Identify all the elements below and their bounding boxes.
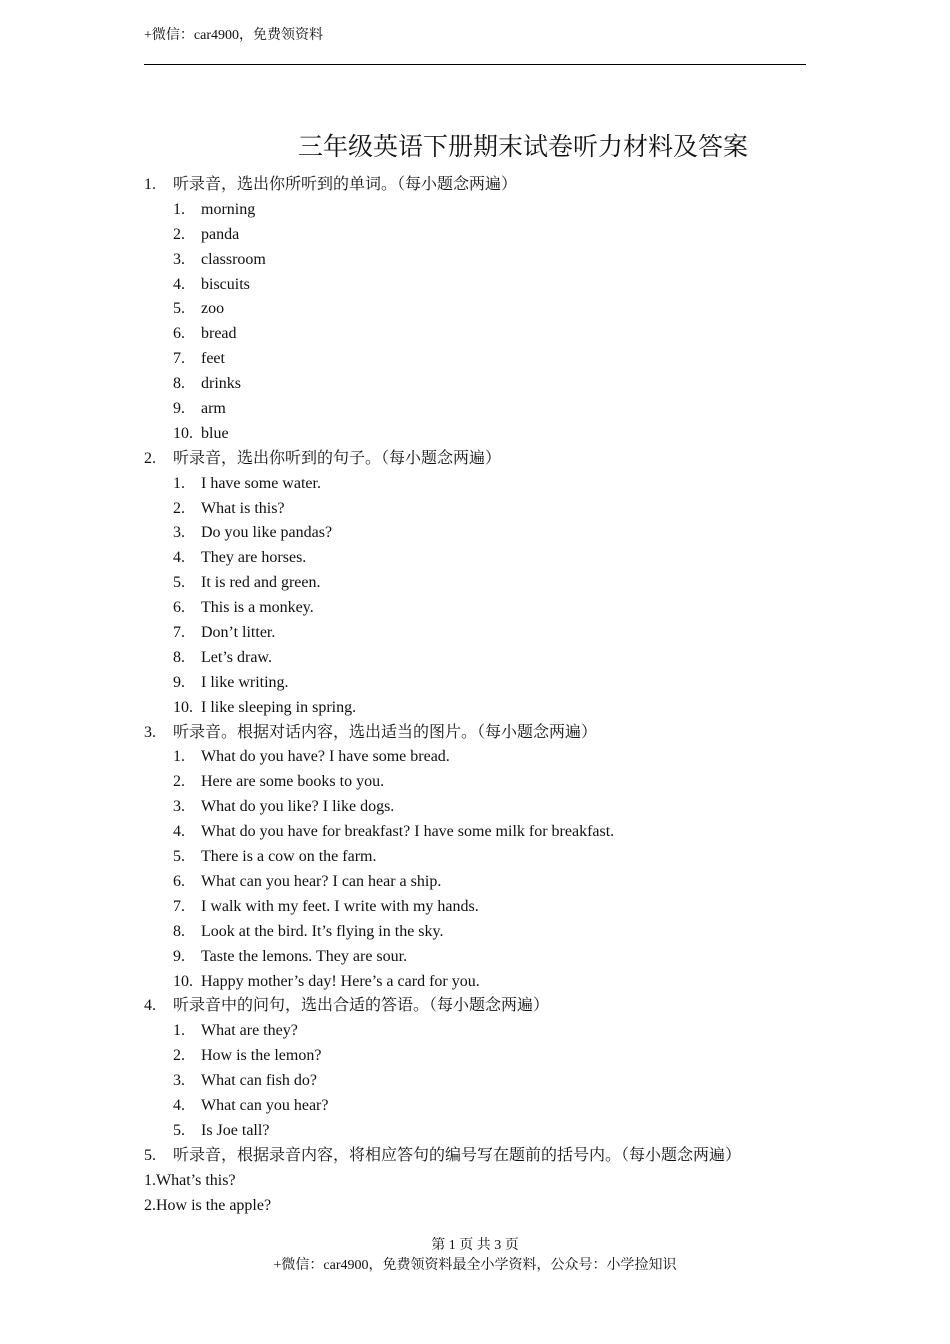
item-number: 2. [173, 773, 185, 791]
item-text: What can fish do? [201, 1072, 317, 1090]
item-number: 10. [173, 424, 193, 442]
list-item [144, 273, 824, 298]
list-item [144, 422, 824, 447]
header-note: +微信：car4900，免费领资料 [144, 28, 323, 43]
item-text: They are horses. [201, 549, 307, 567]
list-item [144, 646, 824, 671]
header-divider [144, 64, 806, 65]
list-item [144, 621, 824, 646]
item-number: 2. [173, 499, 185, 517]
item-number: 1. [173, 1022, 185, 1040]
list-item [144, 472, 824, 497]
section-heading [144, 173, 824, 198]
list-item [144, 845, 824, 870]
item-text: I have some water. [201, 474, 321, 492]
item-text: What do you have for breakfast? I have some milk for breakfast. [201, 823, 615, 841]
section-number: 1. [144, 176, 156, 193]
list-item [144, 1094, 824, 1119]
list-item [144, 870, 824, 895]
item-number: 8. [173, 648, 185, 666]
item-number: 7. [173, 350, 185, 368]
section-heading [144, 994, 824, 1019]
item-text: zoo [201, 300, 225, 318]
list-item [144, 1069, 824, 1094]
item-number: 4. [173, 275, 185, 293]
section-heading-text: 听录音中的问句，选出合适的答语。（每小题念两遍） [173, 997, 550, 1015]
item-number: 5. [173, 574, 185, 592]
list-item [144, 696, 824, 721]
footer-note: +微信：car4900，免费领资料最全小学资料，公众号：小学捡知识 [273, 1258, 677, 1273]
section-heading [144, 447, 824, 472]
item-number: 4. [173, 549, 185, 567]
list-item [144, 1019, 824, 1044]
item-text: Here are some books to you. [201, 773, 385, 791]
list-item [144, 1119, 824, 1144]
item-text: What can you hear? [201, 1096, 329, 1114]
item-text: Is Joe tall? [201, 1121, 270, 1139]
item-number: 5. [173, 300, 185, 318]
item-number: 1. [173, 748, 185, 766]
item-text: feet [201, 350, 225, 368]
list-item [144, 372, 824, 397]
item-text: I walk with my feet. I write with my hands. [201, 897, 479, 915]
section-heading-text: 听录音，根据录音内容，将相应答句的编号写在题前的括号内。（每小题念两遍） [173, 1146, 742, 1164]
list-item [144, 920, 824, 945]
list-item [144, 521, 824, 546]
list-item [144, 546, 824, 571]
list-item [144, 795, 824, 820]
item-text: Happy mother’s day! Here’s a card for you. [201, 972, 480, 990]
item-text: Taste the lemons. They are sour. [201, 947, 408, 965]
item-number: 3. [173, 250, 185, 268]
item-text: What can you hear? I can hear a ship. [201, 872, 442, 890]
item-text: I like sleeping in spring. [201, 698, 357, 716]
item-text: drinks [201, 375, 241, 393]
item-number: 9. [173, 673, 185, 691]
question-line: 2.How is the apple? [144, 1196, 272, 1214]
item-text: classroom [201, 250, 266, 268]
item-text: What are they? [201, 1022, 298, 1040]
list-item [144, 745, 824, 770]
item-text: How is the lemon? [201, 1047, 322, 1065]
item-number: 3. [173, 798, 185, 816]
item-number: 4. [173, 823, 185, 841]
list-item [144, 895, 824, 920]
item-number: 3. [173, 1072, 185, 1090]
item-text: Let’s draw. [201, 648, 272, 666]
section-heading [144, 1144, 824, 1169]
item-number: 4. [173, 1096, 185, 1114]
item-number: 2. [173, 225, 185, 243]
section-number: 3. [144, 723, 156, 741]
item-text: arm [201, 400, 226, 418]
item-text: biscuits [201, 275, 250, 293]
item-text: morning [201, 200, 256, 218]
list-item [144, 297, 824, 322]
section-number: 2. [144, 449, 156, 467]
item-number: 5. [173, 848, 185, 866]
list-item [144, 397, 824, 422]
item-text: It is red and green. [201, 574, 321, 592]
item-number: 6. [173, 872, 185, 890]
list-item [144, 223, 824, 248]
item-text: What do you like? I like dogs. [201, 798, 395, 816]
item-text: Do you like pandas? [201, 524, 333, 542]
section-number: 4. [144, 997, 156, 1015]
item-text: bread [201, 325, 237, 343]
item-text: What do you have? I have some bread. [201, 748, 450, 766]
item-number: 7. [173, 897, 185, 915]
item-number: 7. [173, 624, 185, 642]
item-text: Look at the bird. It’s flying in the sky. [201, 922, 444, 940]
item-number: 6. [173, 325, 185, 343]
section-heading-text: 听录音，选出你听到的句子。（每小题念两遍） [173, 449, 502, 467]
list-item [144, 497, 824, 522]
item-number: 9. [173, 947, 185, 965]
item-text: panda [201, 225, 240, 243]
section-heading-text: 听录音，选出你所听到的单词。（每小题念两遍） [173, 176, 518, 193]
item-text: There is a cow on the farm. [201, 848, 377, 866]
item-number: 8. [173, 922, 185, 940]
list-item [144, 820, 824, 845]
list-item [144, 347, 824, 372]
item-text: What is this? [201, 499, 285, 517]
list-item [144, 322, 824, 347]
list-item [144, 945, 824, 970]
document-title: 三年级英语下册期末试卷听力材料及答案 [298, 134, 749, 161]
list-item [144, 1044, 824, 1069]
list-item [144, 248, 824, 273]
list-item [144, 770, 824, 795]
item-text: This is a monkey. [201, 599, 314, 617]
item-number: 9. [173, 400, 185, 418]
item-number: 1. [173, 474, 185, 492]
item-text: blue [201, 424, 229, 442]
list-item [144, 671, 824, 696]
item-number: 8. [173, 375, 185, 393]
document-body [144, 173, 824, 1218]
item-number: 1. [173, 200, 185, 218]
page-number: 第 1 页 共 3 页 [431, 1238, 519, 1253]
item-number: 2. [173, 1047, 185, 1065]
item-text: I like writing. [201, 673, 289, 691]
section-number: 5. [144, 1146, 156, 1164]
section-heading [144, 721, 824, 746]
item-number: 3. [173, 524, 185, 542]
list-item [144, 571, 824, 596]
section-heading-text: 听录音。根据对话内容，选出适当的图片。（每小题念两遍） [173, 723, 598, 741]
list-item [144, 970, 824, 995]
list-item [144, 596, 824, 621]
question-line: 1.What’s this? [144, 1171, 236, 1189]
item-number: 10. [173, 972, 193, 990]
item-number: 10. [173, 698, 193, 716]
list-item [144, 198, 824, 223]
item-text: Don’t litter. [201, 624, 276, 642]
item-number: 6. [173, 599, 185, 617]
item-number: 5. [173, 1121, 185, 1139]
